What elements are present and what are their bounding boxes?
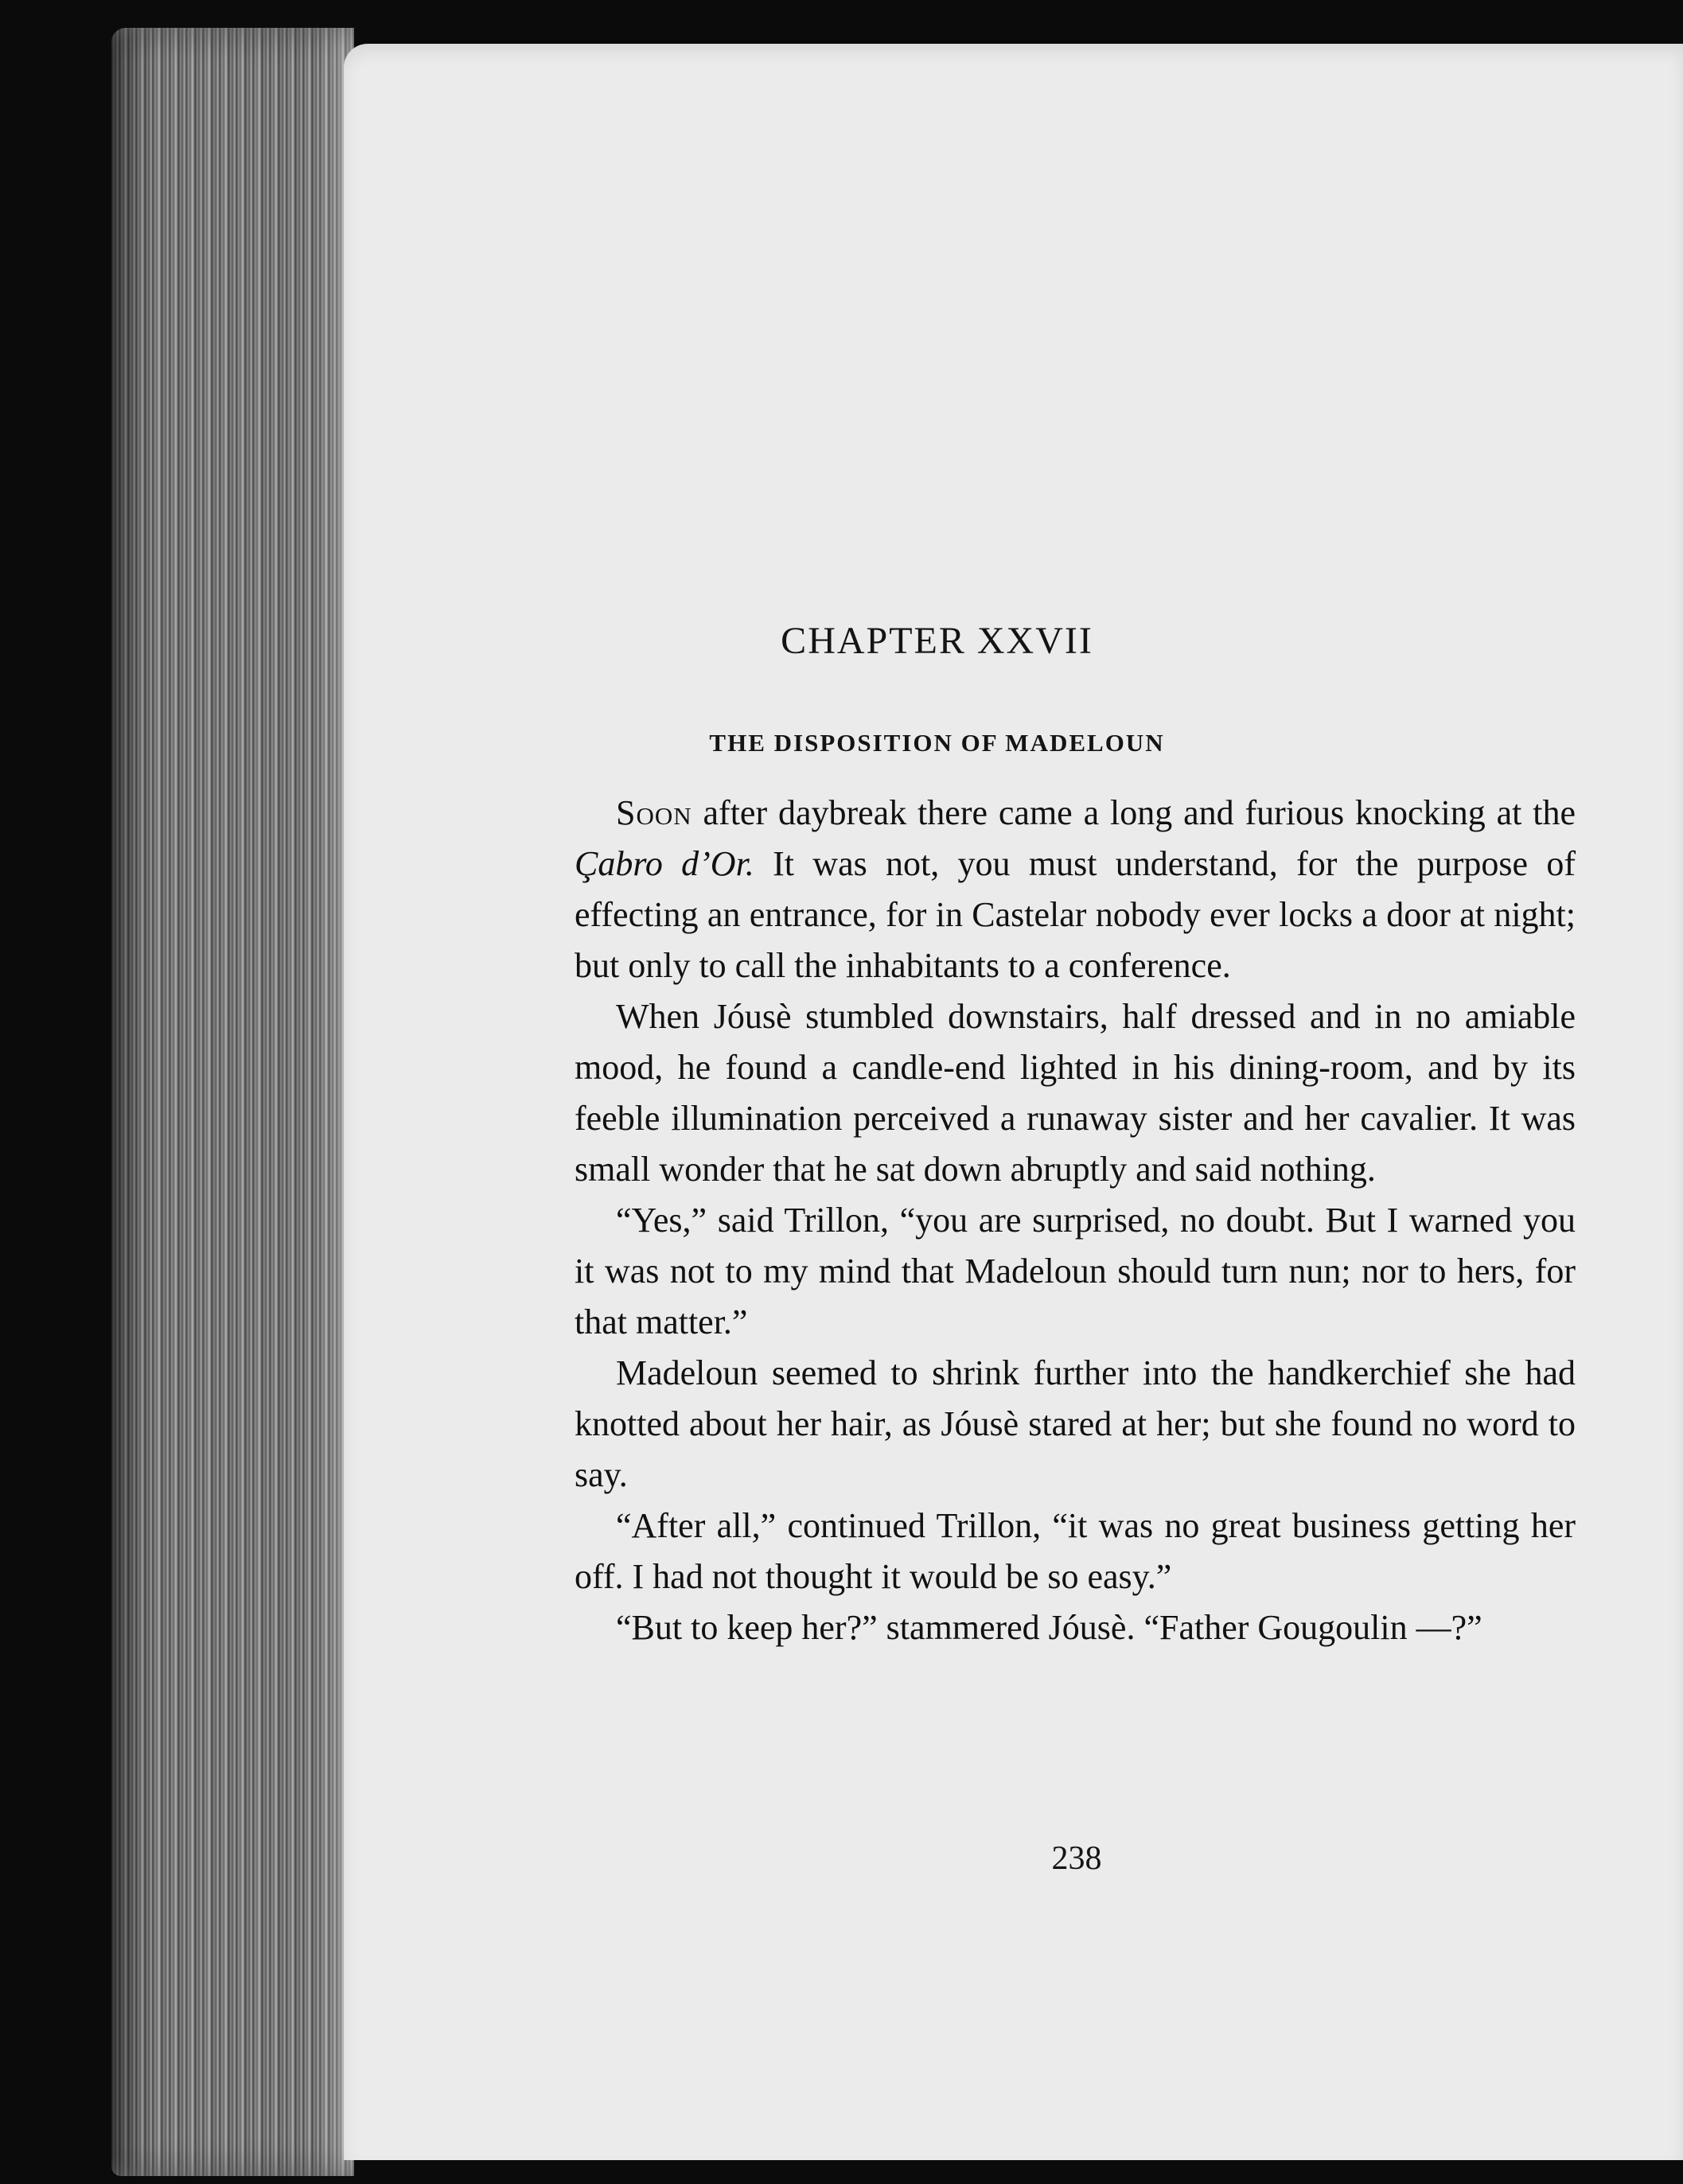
chapter-title: THE DISPOSITION OF MADELOUN	[709, 729, 1165, 757]
chapter-number: CHAPTER XXVII	[781, 620, 1093, 662]
paragraph: Madeloun seemed to shrink further into the handkerchief she had knotted about her hair, as Jóusè stared at her; but she found no word to say.	[575, 1353, 1576, 1494]
body-text	[575, 788, 1576, 1653]
paragraph-text: after daybreak there came a long and furious knocking at the	[692, 793, 1576, 832]
paragraph: “But to keep her?” stammered Jóusè. “Father Gougoulin —?”	[616, 1608, 1482, 1647]
inn-name: Çabro d’Or.	[575, 844, 754, 883]
paragraph: “Yes,” said Trillon, “you are surprised, no doubt. But I warned you it was not to my mind that Madeloun should turn nun; nor to hers, for that matter.”	[575, 1201, 1576, 1341]
paragraph-text: It was not, you must understand, for the purpose of effecting an entrance, for in Castelar nobody ever locks a door at night; but only to call the inhabitants to a conference.	[575, 844, 1576, 985]
paragraph: “After all,” continued Trillon, “it was no great business getting her off. I had not thought it would be so easy.”	[575, 1506, 1576, 1596]
page-number: 238	[1051, 1840, 1102, 1877]
paragraph: When Jóusè stumbled downstairs, half dressed and in no amiable mood, he found a candle-end lighted in his dining-room, and by its feeble illumination perceived a runaway sister and her cavalier. It was small wonder that he sat down abruptly and said nothing.	[575, 997, 1576, 1189]
lead-word: Soon	[616, 793, 692, 832]
page-edges	[111, 28, 354, 2176]
paragraph	[575, 788, 1576, 991]
